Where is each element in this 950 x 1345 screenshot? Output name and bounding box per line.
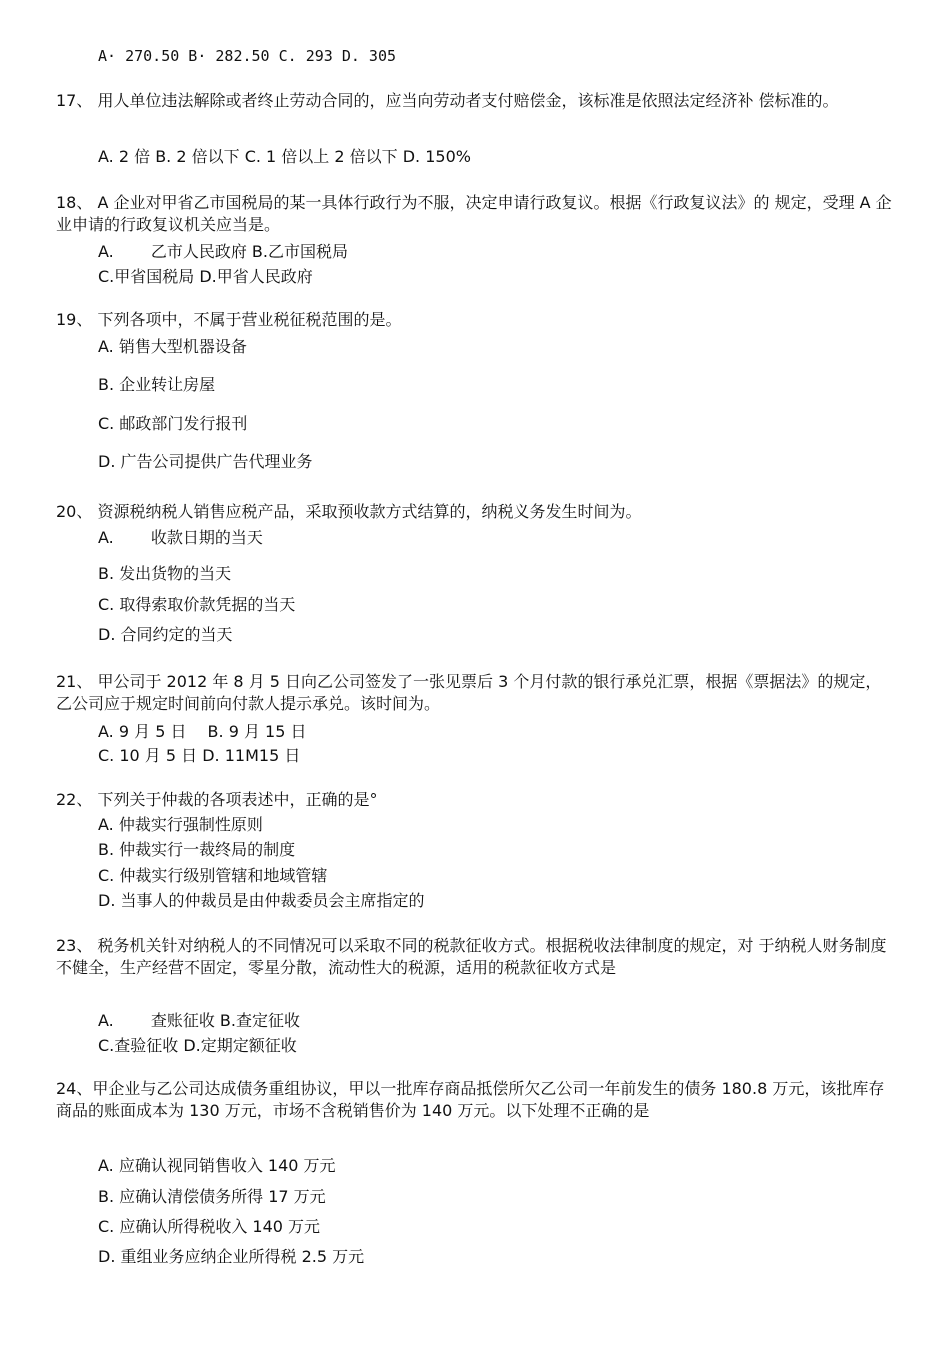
answer-option: C. 仲裁实行级别管辖和地域管辖 <box>98 866 328 885</box>
question-text: 19、 下列各项中，不属于营业税征税范围的是。 <box>56 310 402 329</box>
answer-option: B. 企业转让房屋 <box>98 375 216 394</box>
question-text: 23、 税务机关针对纳税人的不同情况可以采取不同的税款征收方式。根据税收法律制度的规定，对 于纳税人财务制度不健全，生产经营不固定，零星分散，流动性大的税源，适用的税款征收方式是 <box>56 936 887 977</box>
answer-option: D. 广告公司提供广告代理业务 <box>98 452 313 471</box>
answer-option: A. 2 倍 B. 2 倍以下 C. 1 倍以上 2 倍以下 D. 150% <box>98 147 471 166</box>
answer-option: A. 销售大型机器设备 <box>98 337 247 356</box>
question-text: 18、 A 企业对甲省乙市国税局的某一具体行政行为不服，决定申请行政复议。根据《行政复议法》的 规定，受理 A 企业申请的行政复议机关应当是。 <box>56 193 892 234</box>
answer-option: C. 邮政部门发行报刊 <box>98 414 248 433</box>
answer-option: A. 查账征收 B.查定征收 <box>98 1011 300 1030</box>
question-text: 20、 资源税纳税人销售应税产品，采取预收款方式结算的，纳税义务发生时间为。 <box>56 502 642 521</box>
answer-option: B. 发出货物的当天 <box>98 564 232 583</box>
answer-option: A. 9 月 5 日 B. 9 月 15 日 <box>98 722 307 741</box>
question-text: 21、 甲公司于 2012 年 8 月 5 日向乙公司签发了一张见票后 3 个月付款的银行承兑汇票，根据《票据法》的规定，乙公司应于规定时间前向付款人提示承兑。该时间为。 <box>56 672 882 713</box>
answer-option: A. 乙市人民政府 B.乙市国税局 <box>98 242 348 261</box>
answer-option: C.查验征收 D.定期定额征收 <box>98 1036 297 1055</box>
answer-option: B. 仲裁实行一裁终局的制度 <box>98 840 296 859</box>
question-text: 17、 用人单位违法解除或者终止劳动合同的，应当向劳动者支付赔偿金，该标准是依照法定经济补 偿标准的。 <box>56 91 839 110</box>
question-text: 24、甲企业与乙公司达成债务重组协议，甲以一批库存商品抵偿所欠乙公司一年前发生的债务 180.8 万元，该批库存商品的账面成本为 130 万元，市场不含税销售价为 140 万元。以下处理不正确的是 <box>56 1079 885 1120</box>
answer-option: A. 收款日期的当天 <box>98 528 263 547</box>
answer-option: A· 270.50 B· 282.50 C. 293 D. 305 <box>98 47 397 65</box>
answer-option: C. 取得索取价款凭据的当天 <box>98 595 296 614</box>
answer-option: C.甲省国税局 D.甲省人民政府 <box>98 267 313 286</box>
answer-option: A. 仲裁实行强制性原则 <box>98 815 263 834</box>
answer-option: A. 应确认视同销售收入 140 万元 <box>98 1156 336 1175</box>
answer-option: D. 合同约定的当天 <box>98 625 233 644</box>
answer-option: D. 重组业务应纳企业所得税 2.5 万元 <box>98 1247 365 1266</box>
answer-option: B. 应确认清偿债务所得 17 万元 <box>98 1187 326 1206</box>
answer-option: D. 当事人的仲裁员是由仲裁委员会主席指定的 <box>98 891 425 910</box>
answer-option: C. 10 月 5 日 D. 11M15 日 <box>98 746 301 765</box>
question-text: 22、 下列关于仲裁的各项表述中，正确的是° <box>56 790 378 809</box>
answer-option: C. 应确认所得税收入 140 万元 <box>98 1217 321 1236</box>
